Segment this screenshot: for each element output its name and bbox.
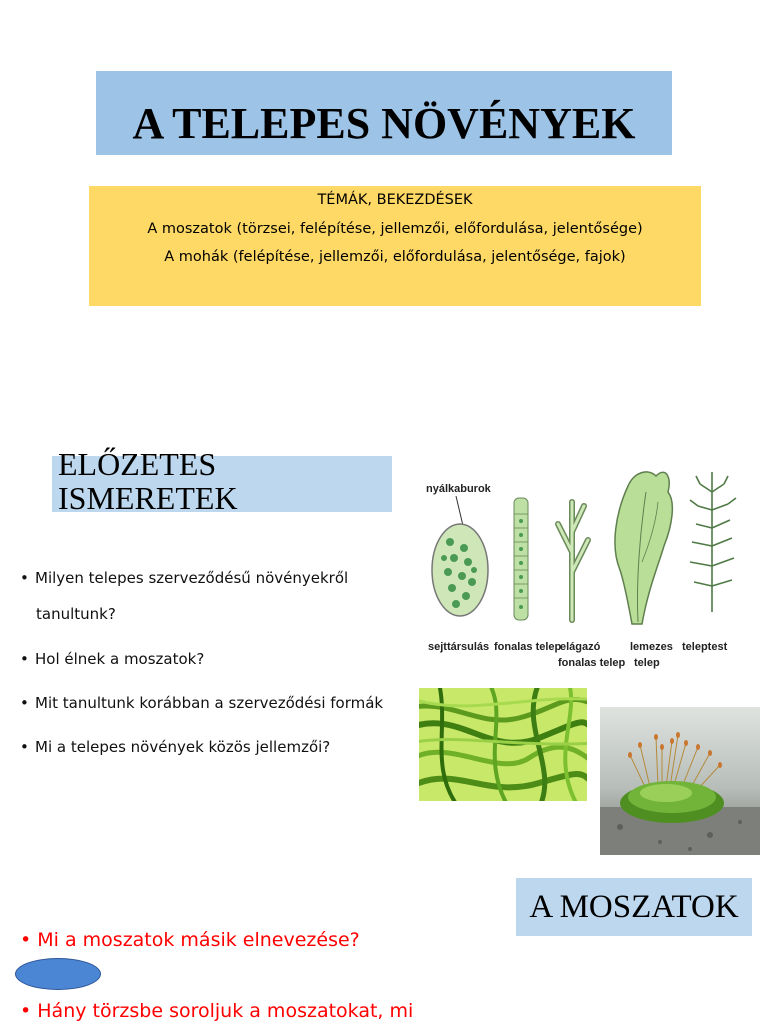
- topics-line-2: A mohák (felépítése, jellemzői, előfordulása, jelentősége, fajok): [164, 249, 626, 265]
- prior-knowledge-heading-line-1: ELŐZETES: [58, 446, 217, 482]
- bullet: •: [20, 929, 32, 951]
- bullet: •: [20, 1000, 32, 1022]
- topics-heading: TÉMÁK, BEKEZDÉSEK: [317, 192, 473, 208]
- red-question-text: Mi a moszatok másik elnevezése?: [37, 929, 360, 951]
- moss-photo: [600, 707, 760, 855]
- bullet: •: [20, 738, 29, 756]
- red-question-text: Hány törzsbe soroljuk a moszatokat, mi: [37, 1000, 414, 1022]
- lamellar-telep: [615, 472, 672, 624]
- diagram-callout: nyálkaburok: [426, 483, 491, 495]
- thallus-body: [690, 472, 736, 612]
- label-branching-2: fonalas telep: [558, 657, 626, 669]
- label-branching: elágazó: [560, 641, 601, 653]
- label-lamellar-2: telep: [634, 657, 660, 669]
- label-colony: sejttársulás: [428, 641, 490, 653]
- label-filament: fonalas telep: [494, 641, 562, 653]
- bullet: •: [20, 650, 29, 668]
- prior-knowledge-heading: [58, 447, 238, 515]
- question-text: Milyen telepes szerveződésű növényekről: [35, 569, 349, 587]
- question-text: Hol élnek a moszatok?: [35, 650, 205, 668]
- bullet: •: [20, 569, 29, 587]
- label-lamellar: lemezes: [630, 641, 673, 653]
- filament-telep: [514, 498, 528, 620]
- question-text: Mit tanultunk korábban a szerveződési formák: [35, 694, 384, 712]
- prior-knowledge-heading-line-2: ISMERETEK: [58, 480, 238, 516]
- topics-line-1: A moszatok (törzsei, felépítése, jellemzői, előfordulása, jelentősége): [147, 221, 643, 237]
- label-thallus: teleptest: [682, 641, 728, 653]
- question-item: [20, 730, 330, 764]
- red-question: [20, 925, 360, 955]
- question-item: [20, 561, 348, 595]
- algae-photo: [419, 688, 587, 801]
- algae-forms-diagram: [420, 462, 738, 684]
- question-item: [20, 642, 204, 676]
- answer-oval-shape[interactable]: [15, 958, 101, 990]
- page-title: A TELEPES NÖVÉNYEK: [132, 99, 636, 148]
- section-heading: A MOSZATOK: [529, 889, 739, 925]
- question-item-continuation: tanultunk?: [36, 605, 116, 623]
- red-question: [20, 996, 413, 1026]
- question-item: [20, 686, 383, 720]
- question-text: Mi a telepes növények közös jellemzői?: [35, 738, 331, 756]
- bullet: •: [20, 694, 29, 712]
- colony-ellipse: [432, 524, 488, 616]
